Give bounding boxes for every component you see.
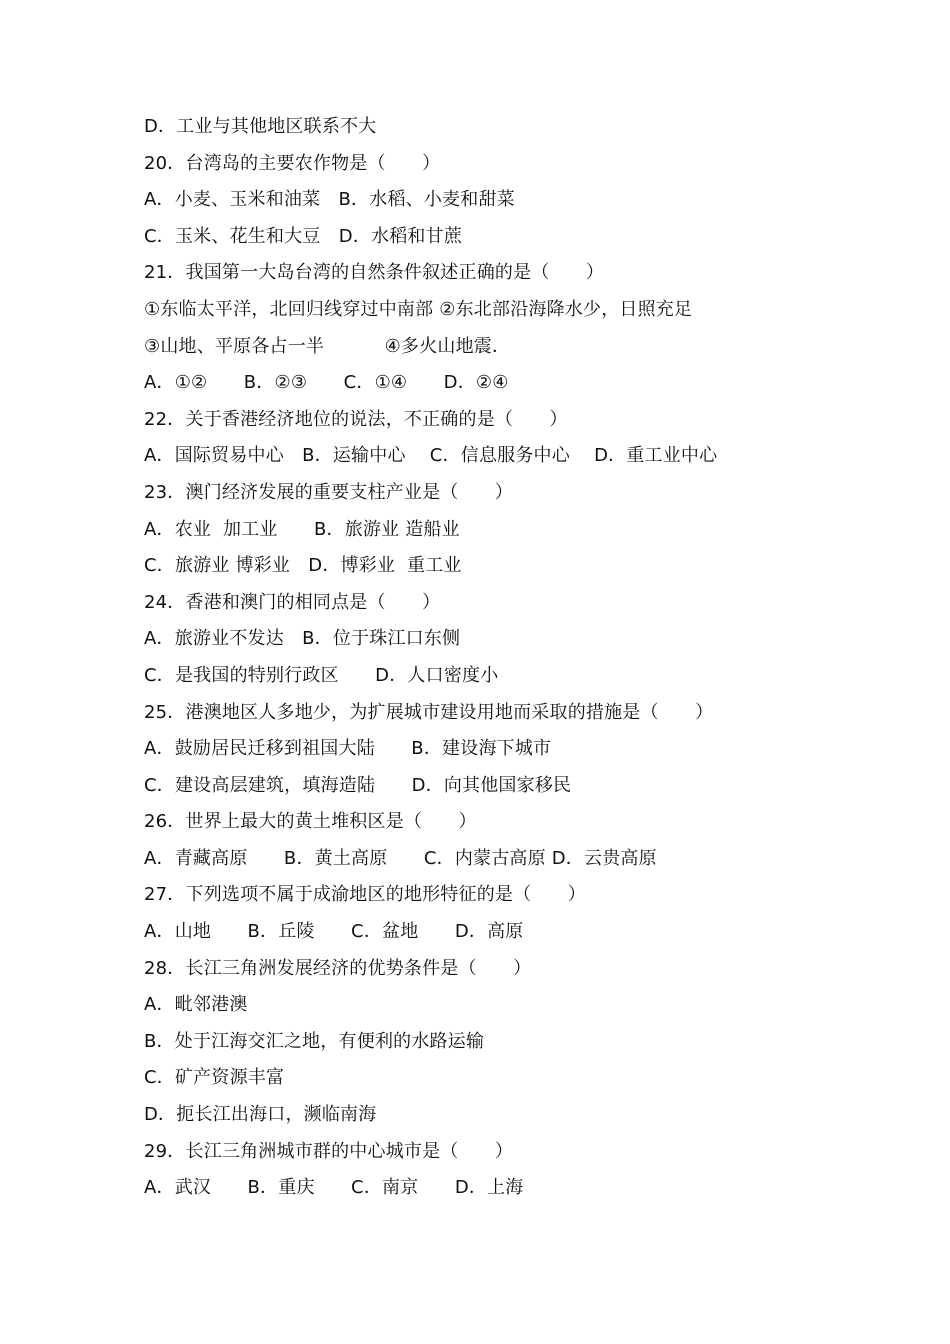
question-24: 24．香港和澳门的相同点是（ ）	[144, 591, 441, 613]
options-21: A．①② B．②③ C．①④ D．②④	[144, 372, 509, 394]
statements-21-3-4: ③山地、平原各占一半 ④多火山地震．	[144, 335, 511, 357]
question-22: 22．关于香港经济地位的说法，不正确的是（ ）	[144, 408, 568, 430]
option-28-d: D．扼长江出海口，濒临南海	[144, 1104, 377, 1126]
options-29: A．武汉 B．重庆 C．南京 D．上海	[144, 1177, 524, 1199]
options-23-cd: C．旅游业 博彩业 D．博彩业 重工业	[144, 555, 462, 577]
question-23: 23．澳门经济发展的重要支柱产业是（ ）	[144, 481, 514, 503]
question-29: 29．长江三角洲城市群的中心城市是（ ）	[144, 1140, 514, 1162]
options-20-cd: C．玉米、花生和大豆 D．水稻和甘蔗	[144, 225, 463, 247]
question-20: 20．台湾岛的主要农作物是（ ）	[144, 152, 441, 174]
question-26: 26．世界上最大的黄土堆积区是（ ）	[144, 811, 477, 833]
options-20-ab: A．小麦、玉米和油菜 B．水稻、小麦和甜菜	[144, 189, 515, 211]
options-24-cd: C．是我国的特别行政区 D．人口密度小	[144, 664, 499, 686]
option-28-b: B．处于江海交汇之地，有便利的水路运输	[144, 1030, 485, 1052]
options-25-ab: A．鼓励居民迁移到祖国大陆 B．建设海下城市	[144, 738, 552, 760]
statements-21-1-2: ①东临太平洋，北回归线穿过中南部 ②东北部沿海降水少，日照充足	[144, 298, 693, 320]
options-24-ab: A．旅游业不发达 B．位于珠江口东侧	[144, 628, 461, 650]
options-23-ab: A．农业 加工业 B．旅游业 造船业	[144, 518, 460, 540]
options-27: A．山地 B．丘陵 C．盆地 D．高原	[144, 921, 524, 943]
question-27: 27．下列选项不属于成渝地区的地形特征的是（ ）	[144, 884, 586, 906]
question-28: 28．长江三角洲发展经济的优势条件是（ ）	[144, 957, 532, 979]
option-28-a: A．毗邻港澳	[144, 994, 248, 1016]
exam-questions	[144, 109, 844, 1207]
question-21: 21．我国第一大岛台湾的自然条件叙述正确的是（ ）	[144, 262, 605, 284]
option-28-c: C．矿产资源丰富	[144, 1067, 285, 1089]
option-19-d: D．工业与其他地区联系不大	[144, 116, 377, 137]
question-25: 25．港澳地区人多地少，为扩展城市建设用地而采取的措施是（ ）	[144, 701, 714, 723]
options-25-cd: C．建设高层建筑，填海造陆 D．向其他国家移民	[144, 774, 572, 796]
options-26: A．青藏高原 B．黄土高原 C．内蒙古高原 D．云贵高原	[144, 847, 657, 869]
options-22: A．国际贸易中心 B．运输中心 C．信息服务中心 D．重工业中心	[144, 445, 718, 467]
